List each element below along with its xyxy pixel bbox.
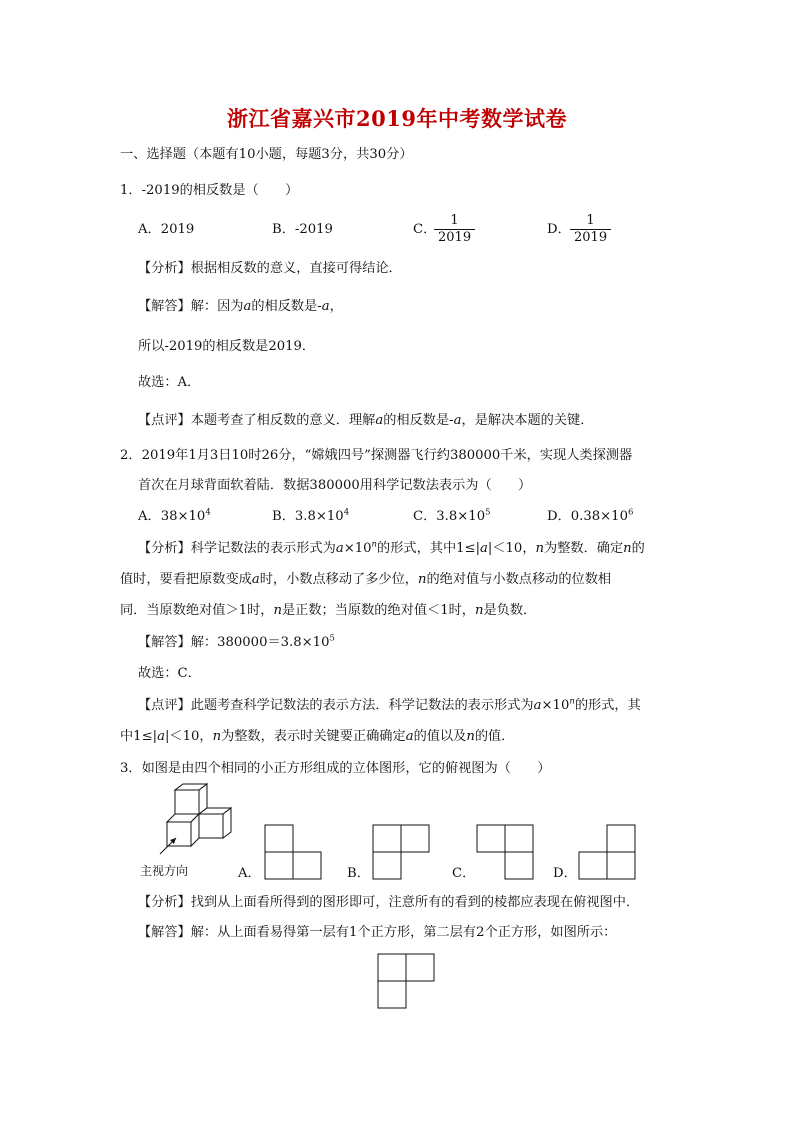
q2-analysis-line3: 同．当原数绝对值＞1时，n是正数；当原数的绝对值＜1时，n是负数． bbox=[120, 603, 537, 618]
fraction-numerator: 1 bbox=[586, 213, 595, 228]
q2-choice: 故选：C． bbox=[138, 666, 201, 681]
q3-option-d-label: D． bbox=[553, 866, 577, 881]
q1-option-c-fraction bbox=[434, 213, 475, 246]
section-heading: 一、选择题（本题有10小题，每题3分，共30分） bbox=[120, 147, 413, 162]
q3-stem: 3．如图是由四个相同的小正方形组成的立体图形，它的俯视图为（ ） bbox=[120, 761, 551, 776]
q2-answer: 【解答】解：$380000=3.8\times 10^5$ bbox=[138, 633, 335, 650]
q3-option-b-figure bbox=[372, 824, 430, 880]
q1-option-d-fraction bbox=[570, 213, 611, 246]
q3-option-d-figure bbox=[578, 824, 636, 880]
q1-analysis: 【分析】根据相反数的意义，直接可得结论． bbox=[138, 261, 402, 276]
q3-option-b-label: B． bbox=[347, 866, 370, 881]
q3-option-a-label: A． bbox=[238, 866, 261, 881]
q2-comment-line2: 中1≤|a|＜10，n为整数，表示时关键要正确确定a的值以及n的值． bbox=[120, 729, 515, 744]
q2-option-d: D．$0.38\times 10^6$ bbox=[547, 507, 634, 524]
q1-choice: 故选：A． bbox=[138, 375, 201, 390]
q2-comment-line1: 【点评】此题考查科学记数法的表示方法．科学记数法的表示形式为$a\times 10^n$的形式，其 bbox=[138, 696, 641, 713]
q1-option-a: A．2019 bbox=[138, 222, 195, 237]
q3-solid-figure bbox=[140, 784, 250, 864]
q2-stem-line2: 首次在月球背面软着陆．数据380000用科学记数法表示为（ ） bbox=[138, 478, 532, 493]
q1-option-d-label: D．- bbox=[547, 222, 576, 237]
q1-comment: 【点评】本题考查了相反数的意义．理解a的相反数是-a，是解决本题的关键． bbox=[138, 413, 594, 428]
q2-option-b: B．$3.8\times 10^4$ bbox=[272, 507, 350, 524]
q3-answer-figure bbox=[377, 953, 435, 1009]
q2-option-c: C．$3.8\times 10^5$ bbox=[413, 507, 491, 524]
q3-answer: 【解答】解：从上面看易得第一层有1个正方形，第二层有2个正方形，如图所示： bbox=[138, 925, 617, 940]
q3-option-a-figure bbox=[264, 824, 322, 880]
q2-stem-line1: 2．2019年1月3日10时26分，“嫦娥四号”探测器飞行约380000千米，实现人类探测器 bbox=[120, 448, 633, 463]
fraction-numerator: 1 bbox=[450, 213, 459, 228]
q3-analysis: 【分析】找到从上面看所得到的图形即可，注意所有的看到的棱都应表现在俯视图中． bbox=[138, 895, 640, 910]
q2-option-a: A．$38\times 10^4$ bbox=[138, 507, 211, 524]
q1-conclusion: 所以-2019的相反数是2019． bbox=[138, 339, 316, 354]
q1-option-c-label: C． bbox=[413, 222, 437, 237]
q2-analysis-line2: 值时，要看把原数变成a时，小数点移动了多少位，n的绝对值与小数点移动的位数相 bbox=[120, 572, 612, 587]
q1-stem: 1．-2019的相反数是（ ） bbox=[120, 183, 299, 198]
page-title: 浙江省嘉兴市2019年中考数学试卷 bbox=[227, 106, 567, 131]
q1-answer: 【解答】解：因为a的相反数是-a， bbox=[138, 299, 343, 314]
q2-analysis-line1: 【分析】科学记数法的表示形式为$a\times 10^n$的形式，其中1≤|a|＜10，n为整数．确定n的 bbox=[138, 539, 645, 556]
fraction-denominator: 2019 bbox=[570, 229, 611, 246]
q3-option-c-label: C． bbox=[452, 866, 476, 881]
q3-view-direction-label: 主视方向 bbox=[140, 864, 189, 878]
q1-option-b: B．-2019 bbox=[272, 222, 333, 237]
q3-option-c-figure bbox=[476, 824, 534, 880]
fraction-denominator: 2019 bbox=[434, 229, 475, 246]
